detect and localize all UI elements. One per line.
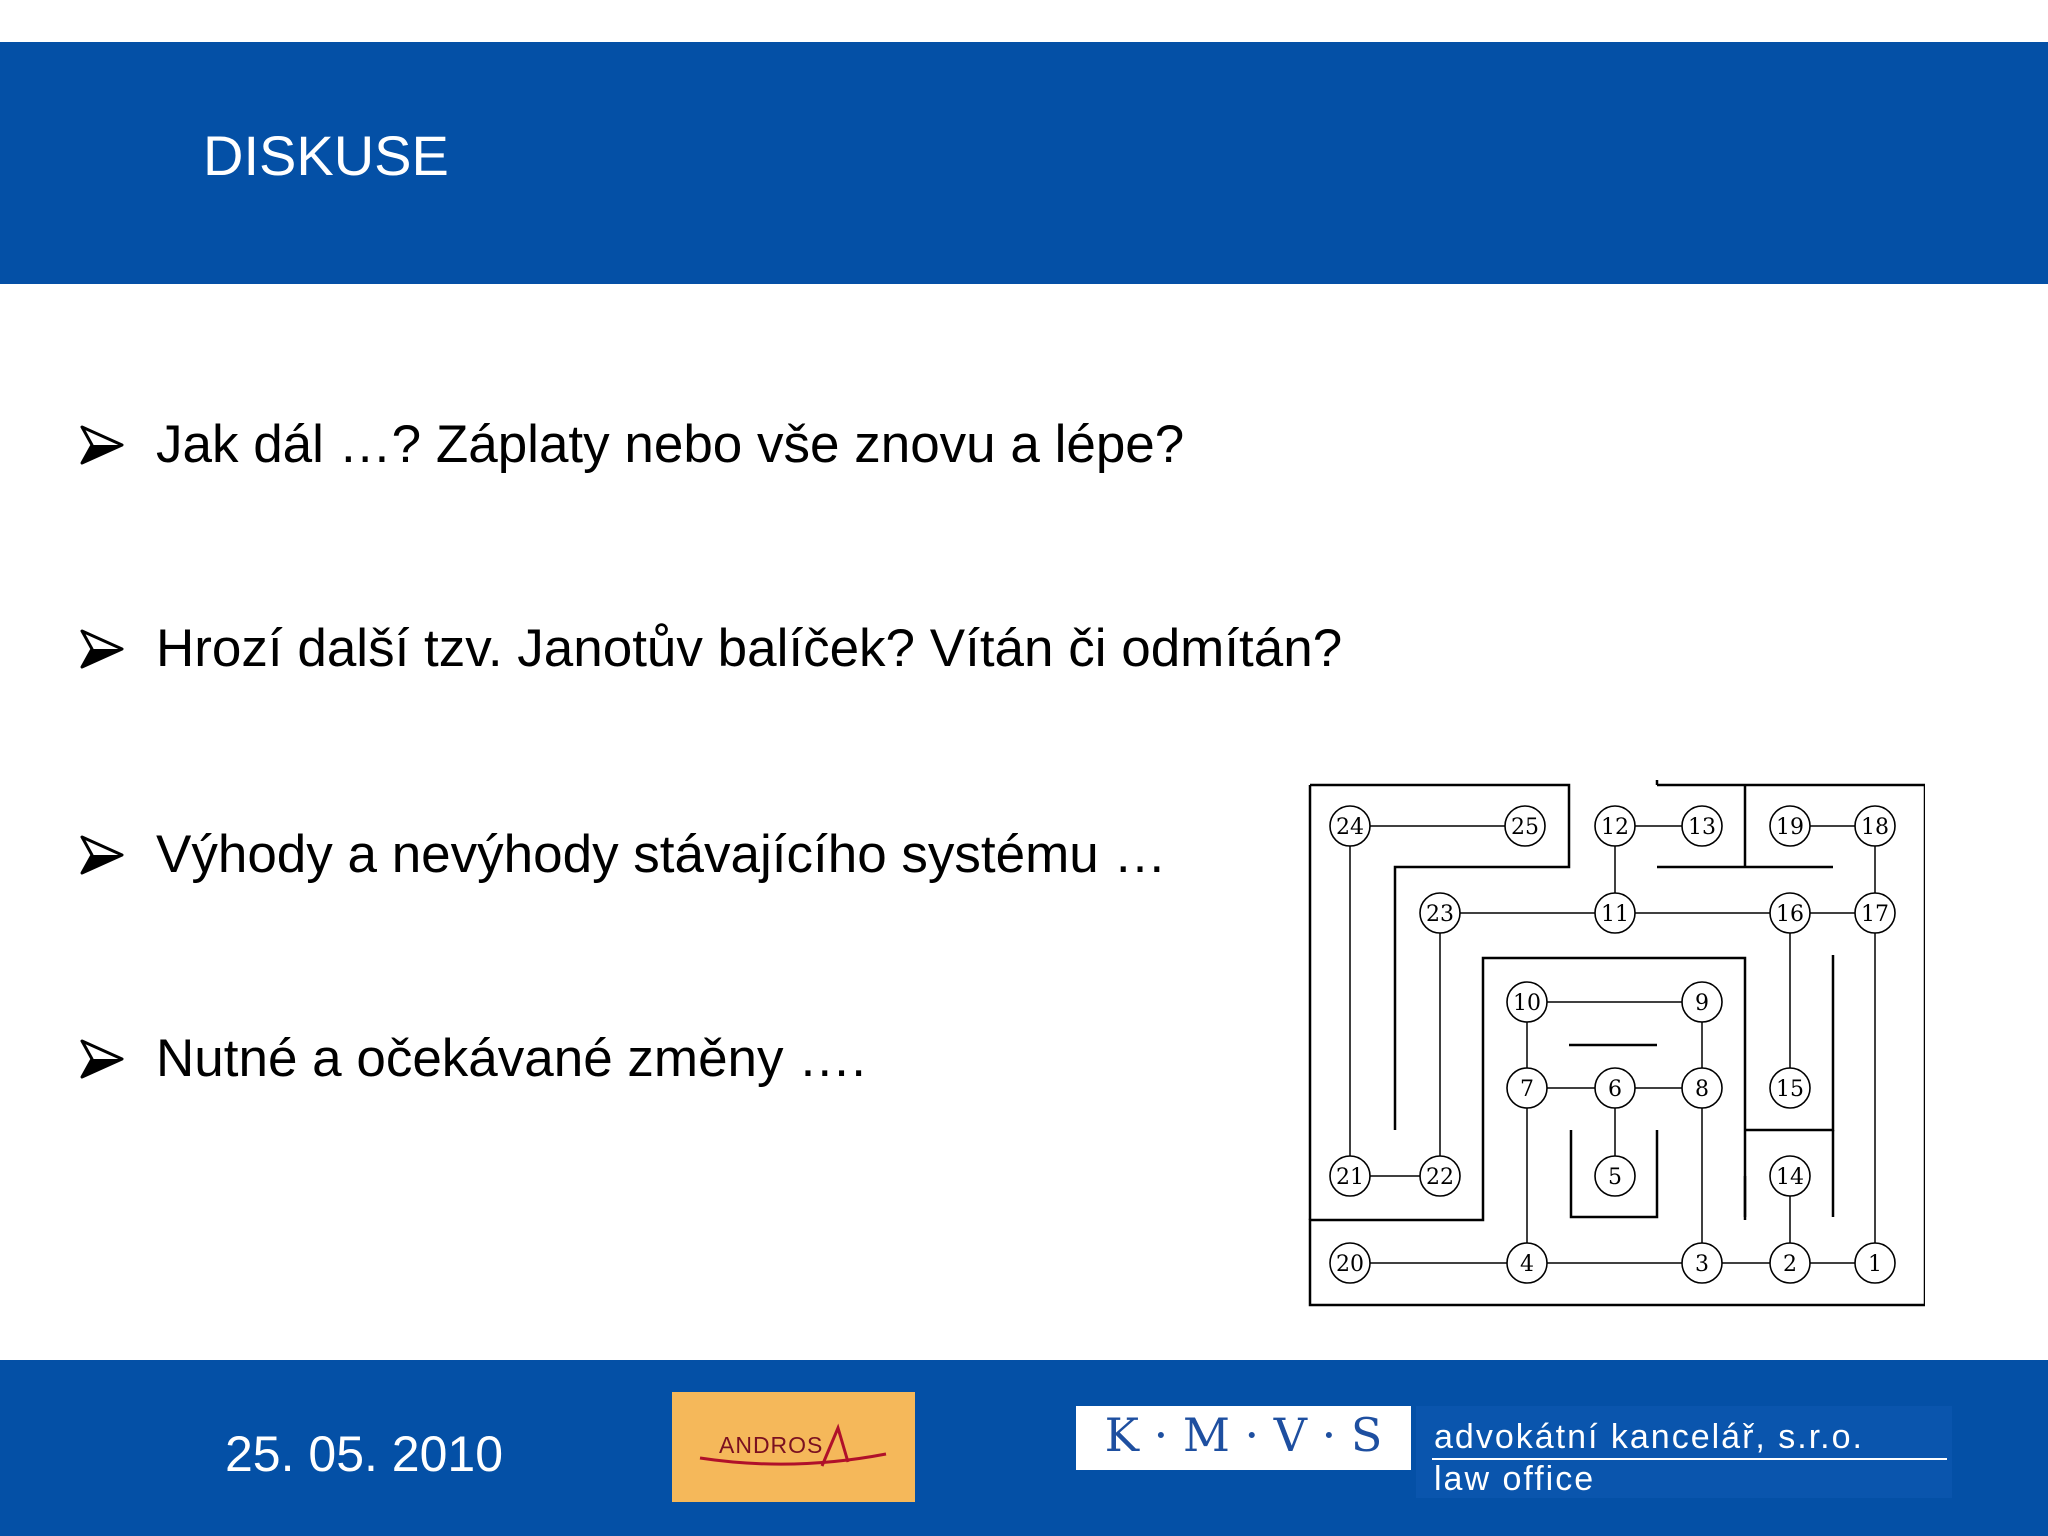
graph-node	[1420, 1156, 1460, 1196]
graph-node	[1682, 806, 1722, 846]
kmvs-firm-name: advokátní kancelář, s.r.o.	[1434, 1418, 1864, 1456]
graph-node-label: 21	[1336, 1165, 1364, 1190]
graph-node	[1682, 1068, 1722, 1108]
bullet-item	[78, 1029, 866, 1088]
graph-node-label: 9	[1695, 991, 1709, 1016]
graph-node-label: 13	[1688, 815, 1716, 840]
graph-node-label: 18	[1861, 815, 1889, 840]
graph-node	[1682, 1243, 1722, 1283]
graph-node	[1330, 806, 1370, 846]
graph-node-label: 22	[1426, 1165, 1454, 1190]
arrow-bullet-icon	[78, 625, 126, 673]
graph-node-label: 24	[1336, 815, 1364, 840]
slide-title: DISKUSE	[203, 124, 449, 187]
graph-node-label: 23	[1426, 902, 1454, 927]
graph-node-label: 25	[1511, 815, 1539, 840]
graph-node-label: 2	[1783, 1252, 1797, 1277]
graph-node-label: 1	[1868, 1252, 1882, 1277]
maze-walls	[1310, 780, 1925, 1305]
graph-node	[1507, 1243, 1547, 1283]
graph-node	[1595, 806, 1635, 846]
graph-node	[1507, 1068, 1547, 1108]
graph-node	[1770, 1156, 1810, 1196]
bullet-text: Nutné a očekávané změny ….	[156, 1029, 866, 1088]
graph-node-label: 15	[1776, 1077, 1804, 1102]
bullet-text: Hrozí další tzv. Janotův balíček? Vítán či odmítán?	[156, 619, 1343, 678]
graph-node	[1330, 1156, 1370, 1196]
graph-node-label: 6	[1608, 1077, 1622, 1102]
arrow-bullet-icon	[78, 421, 126, 469]
graph-node	[1595, 893, 1635, 933]
graph-node	[1855, 806, 1895, 846]
arrow-bullet-icon	[78, 1035, 126, 1083]
kmvs-logo-bar	[1076, 1470, 1411, 1498]
graph-node-label: 5	[1608, 1165, 1622, 1190]
graph-node	[1770, 806, 1810, 846]
andros-logo-text: ANDROS	[719, 1432, 824, 1458]
graph-node-label: 3	[1695, 1252, 1709, 1277]
graph-node	[1595, 1156, 1635, 1196]
graph-node-label: 14	[1776, 1165, 1804, 1190]
graph-node-label: 16	[1776, 902, 1804, 927]
kmvs-logo-letters: K · M · V · S	[1104, 1408, 1383, 1462]
graph-node	[1855, 893, 1895, 933]
graph-node-label: 10	[1513, 991, 1541, 1016]
graph-node	[1330, 1243, 1370, 1283]
graph-node-label: 11	[1601, 902, 1629, 927]
graph-node	[1595, 1068, 1635, 1108]
graph-node	[1770, 893, 1810, 933]
graph-node	[1420, 893, 1460, 933]
kmvs-law-office: law office	[1434, 1460, 1596, 1498]
arrow-bullet-icon	[78, 831, 126, 879]
graph-node	[1682, 982, 1722, 1022]
graph-node-label: 20	[1336, 1252, 1364, 1277]
graph-node	[1770, 1243, 1810, 1283]
bullet-text: Jak dál …? Záplaty nebo vše znovu a lépe?	[156, 415, 1185, 474]
graph-node	[1855, 1243, 1895, 1283]
graph-node-label: 19	[1776, 815, 1804, 840]
graph-node-label: 4	[1520, 1252, 1534, 1277]
graph-node-label: 12	[1601, 815, 1629, 840]
graph-node	[1505, 806, 1545, 846]
andros-logo	[672, 1392, 915, 1502]
bullet-text: Výhody a nevýhody stávajícího systému …	[156, 825, 1167, 884]
bullet-item	[78, 415, 1185, 474]
graph-node	[1770, 1068, 1810, 1108]
bullet-item	[78, 619, 1343, 678]
bullet-item	[78, 825, 1167, 884]
graph-node-label: 17	[1861, 902, 1889, 927]
maze-graph-diagram	[1305, 780, 1925, 1310]
footer-date: 25. 05. 2010	[225, 1426, 504, 1482]
graph-node-label: 8	[1695, 1077, 1709, 1102]
graph-node	[1507, 982, 1547, 1022]
kmvs-logo	[1076, 1406, 1952, 1498]
graph-node-label: 7	[1520, 1077, 1534, 1102]
